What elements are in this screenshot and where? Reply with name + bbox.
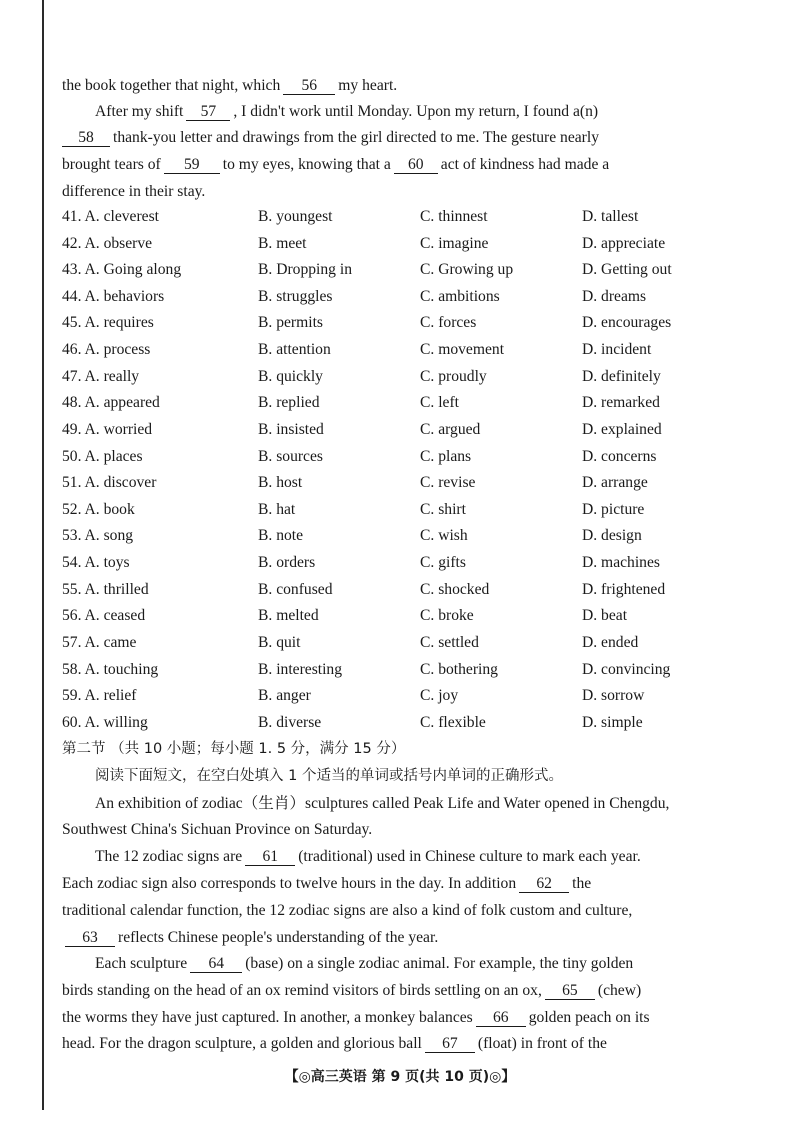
passage-line-1: the book together that night, which 56 my heart. xyxy=(62,77,398,94)
blank-59: 59 xyxy=(164,157,220,174)
blank-57: 57 xyxy=(186,104,230,121)
passage-line-2: After my shift 57 , I didn't work until Monday. Upon my return, I found a(n) xyxy=(95,103,599,120)
s2-para1-line1: An exhibition of zodiac（生肖）sculptures called Peak Life and Water opened in Chengdu, xyxy=(95,795,670,812)
s2-para3-line1: Each sculpture 64 (base) on a single zodiac animal. For example, the tiny golden xyxy=(95,955,634,972)
page-footer: 【◎高三英语 第 9 页(共 10 页)◎】 xyxy=(284,1069,516,1085)
blank-56: 56 xyxy=(283,78,335,95)
section-2-title: 第二节 （共 10 小题；每小题 1. 5 分，满分 15 分） xyxy=(62,741,406,757)
s2-para3-line4: head. For the dragon sculpture, a golden and glorious ball 67 (float) in front of the xyxy=(62,1035,607,1052)
blank-65: 65 xyxy=(545,983,595,1000)
s2-para2-line2: Each zodiac sign also corresponds to twelve hours in the day. In addition 62 the xyxy=(62,875,592,892)
s2-para2-line3: traditional calendar function, the 12 zodiac signs are also a kind of folk custom and culture, xyxy=(62,902,633,919)
binding-margin-line xyxy=(42,0,44,1110)
blank-61: 61 xyxy=(245,849,295,866)
blank-67: 67 xyxy=(425,1036,475,1053)
blank-64: 64 xyxy=(190,956,242,973)
s2-para2-line4: 63 reflects Chinese people's understanding of the year. xyxy=(62,928,722,948)
blank-60: 60 xyxy=(394,157,438,174)
s2-para2-line1: The 12 zodiac signs are 61 (traditional) used in Chinese culture to mark each year. xyxy=(95,848,641,865)
passage-line-3: 58 thank-you letter and drawings from the girl directed to me. The gesture nearly xyxy=(62,128,722,148)
blank-62: 62 xyxy=(519,876,569,893)
passage-line-4: brought tears of 59 to my eyes, knowing that a 60 act of kindness had made a xyxy=(62,156,610,173)
s2-para1-line2: Southwest China's Sichuan Province on Saturday. xyxy=(62,821,373,838)
blank-58: 58 xyxy=(62,130,110,147)
passage-line-5: difference in their stay. xyxy=(62,183,206,200)
blank-63: 63 xyxy=(65,930,115,947)
blank-66: 66 xyxy=(476,1010,526,1027)
s2-para3-line3: the worms they have just captured. In another, a monkey balances 66 golden peach on its xyxy=(62,1009,650,1026)
s2-para3-line2: birds standing on the head of an ox remind visitors of birds settling on an ox, 65 (chew) xyxy=(62,982,642,999)
section-2-instruction: 阅读下面短文，在空白处填入 1 个适当的单词或括号内单词的正确形式。 xyxy=(95,768,563,784)
